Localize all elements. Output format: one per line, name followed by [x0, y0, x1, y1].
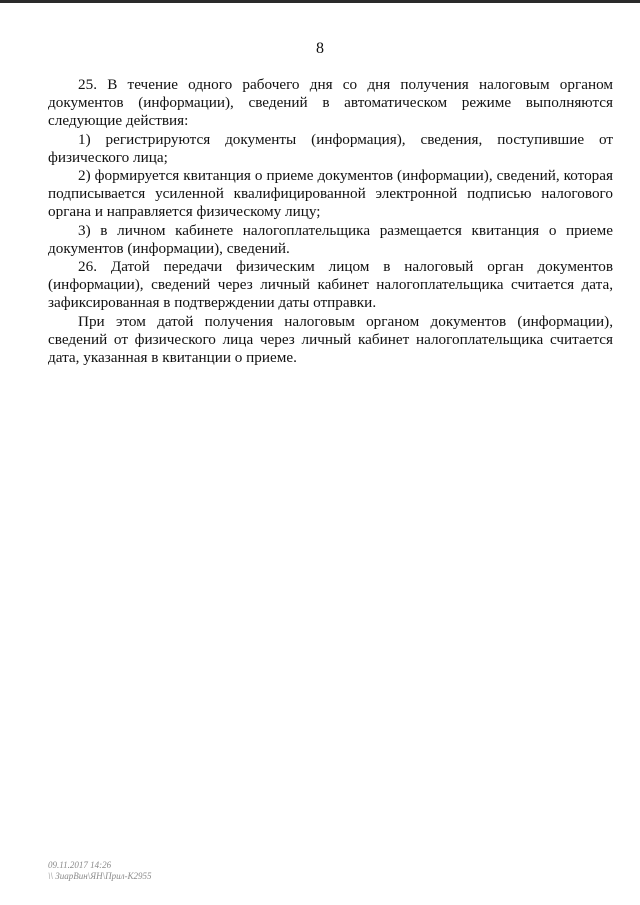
page-top-border	[0, 0, 640, 3]
paragraph-receipt-date: При этом датой получения налоговым органом документов (информации), сведений от физического лица через личный кабинет налогоплательщика считается дата, указанная в квитанции о приеме.	[48, 312, 613, 367]
page-number: 8	[316, 40, 324, 57]
footer-timestamp: 09.11.2017 14:26	[48, 860, 112, 870]
footer-file-path: \\ ЗиарВин\ЯН\Прил-К2955	[48, 871, 152, 881]
file-footer	[48, 860, 151, 882]
paragraph-25: 25. В течение одного рабочего дня со дня получения налоговым органом документов (информации), сведений в автоматическом режиме выполняются следующие действия:	[48, 76, 613, 130]
paragraph-26: 26. Датой передачи физическим лицом в налоговый орган документов (информации), сведений через личный кабинет налогоплательщика считается дата, зафиксированная в подтверждении даты отправки.	[48, 258, 613, 312]
list-item-1: 1) регистрируются документы (информация), сведения, поступившие от физического лица;	[48, 130, 613, 166]
list-item-3: 3) в личном кабинете налогоплательщика размещается квитанция о приеме документов (информации), сведений.	[48, 221, 613, 257]
document-body	[48, 76, 613, 367]
list-item-2: 2) формируется квитанция о приеме документов (информации), сведений, которая подписывается усиленной квалифицированной электронной подписью налогового органа и направляется физическому лицу;	[48, 167, 613, 221]
